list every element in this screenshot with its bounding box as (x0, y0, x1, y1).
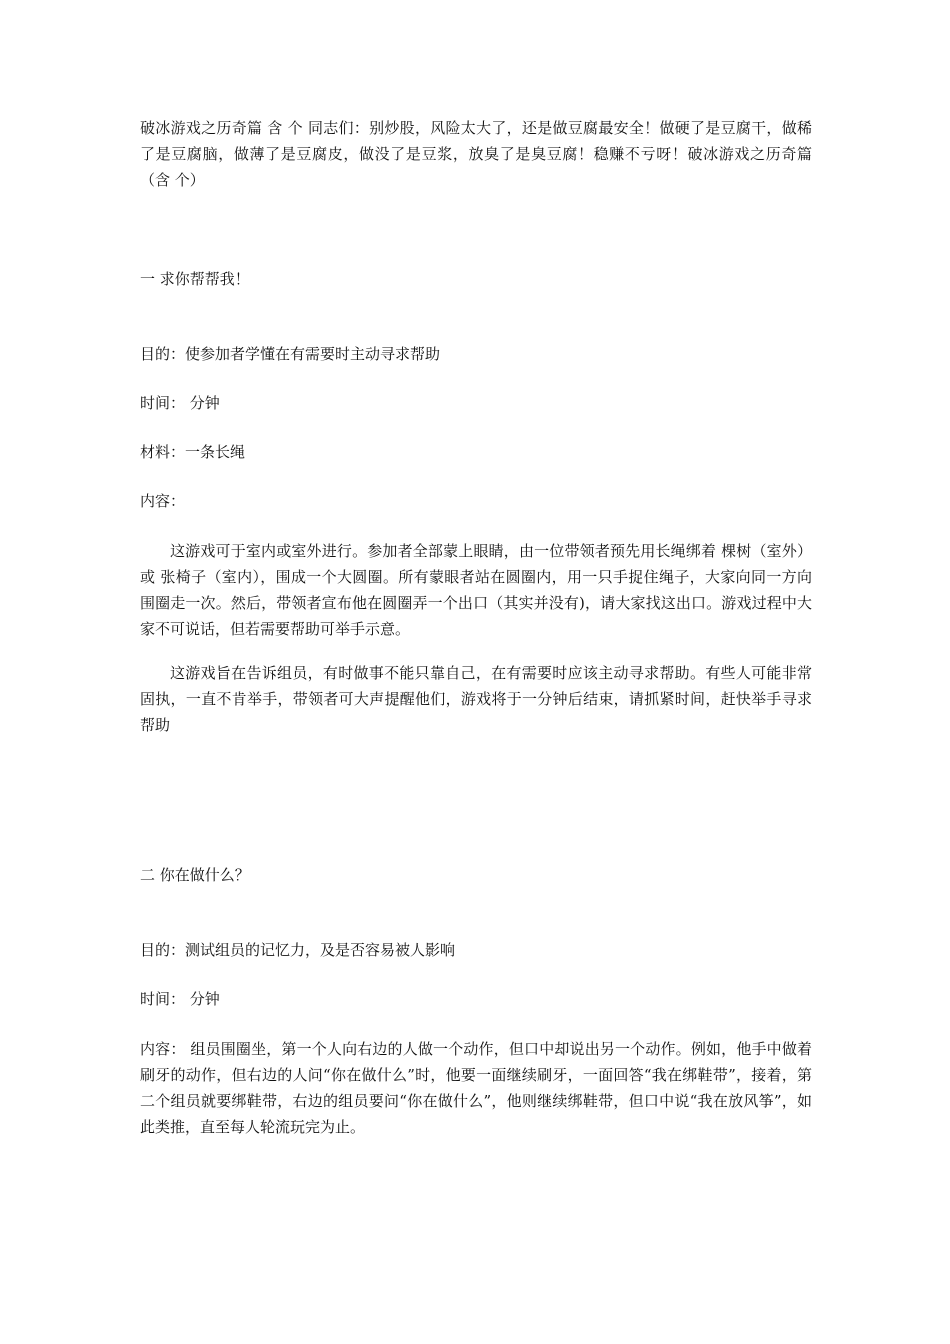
game1-materials: 材料：一条长绳 (140, 443, 246, 461)
game2-heading: 二 你在做什么？ (140, 866, 250, 884)
game2-content: 内容： 组员围圈坐，第一个人向右边的人做一个动作，但口中却说出另一个动作。例如，他手中做着刷牙的动作，但右边的人问“你在做什么”时，他要一面继续刷牙，一面回答“我在绑鞋带”，接着，第二个组员就要绑鞋带，右边的组员要问“你在做什么”，他则继续绑鞋带，但口中说“我在放风筝”，如此类推，直至每人轮流玩完为止。 (140, 1040, 812, 1136)
game1-content-label: 内容： (140, 492, 186, 510)
intro-paragraph: 破冰游戏之历奇篇 含 个 同志们：别炒股，风险太大了，还是做豆腐最安全！做硬了是豆腐干，做稀了是豆腐脑，做薄了是豆腐皮，做没了是豆浆，放臭了是臭豆腐！稳赚不亏呀！破冰游戏之历奇篇（含 个） (140, 119, 812, 189)
game1-paragraph-2: 这游戏旨在告诉组员，有时做事不能只靠自己，在有需要时应该主动寻求帮助。有些人可能非常固执，一直不肯举手，带领者可大声提醒他们，游戏将于一分钟后结束，请抓紧时间，赶快举手寻求帮助 (140, 664, 812, 734)
game1-time: 时间： 分钟 (140, 394, 220, 412)
game1-heading: 一 求你帮帮我！ (140, 270, 250, 288)
game1-purpose: 目的：使参加者学懂在有需要时主动寻求帮助 (140, 345, 441, 363)
game2-purpose: 目的：测试组员的记忆力，及是否容易被人影响 (140, 941, 456, 959)
game1-paragraph-1: 这游戏可于室内或室外进行。参加者全部蒙上眼睛，由一位带领者预先用长绳绑着 棵树（室外）或 张椅子（室内），围成一个大圆圈。所有蒙眼者站在圆圈内，用一只手捉住绳子，大家向同一方向围圈走一次。然后，带领者宣布他在圆圈弄一个出口（其实并没有)，请大家找这出口。游戏过程中大家不可说话，但若需要帮助可举手示意。 (140, 542, 812, 638)
game2-time: 时间： 分钟 (140, 990, 220, 1008)
